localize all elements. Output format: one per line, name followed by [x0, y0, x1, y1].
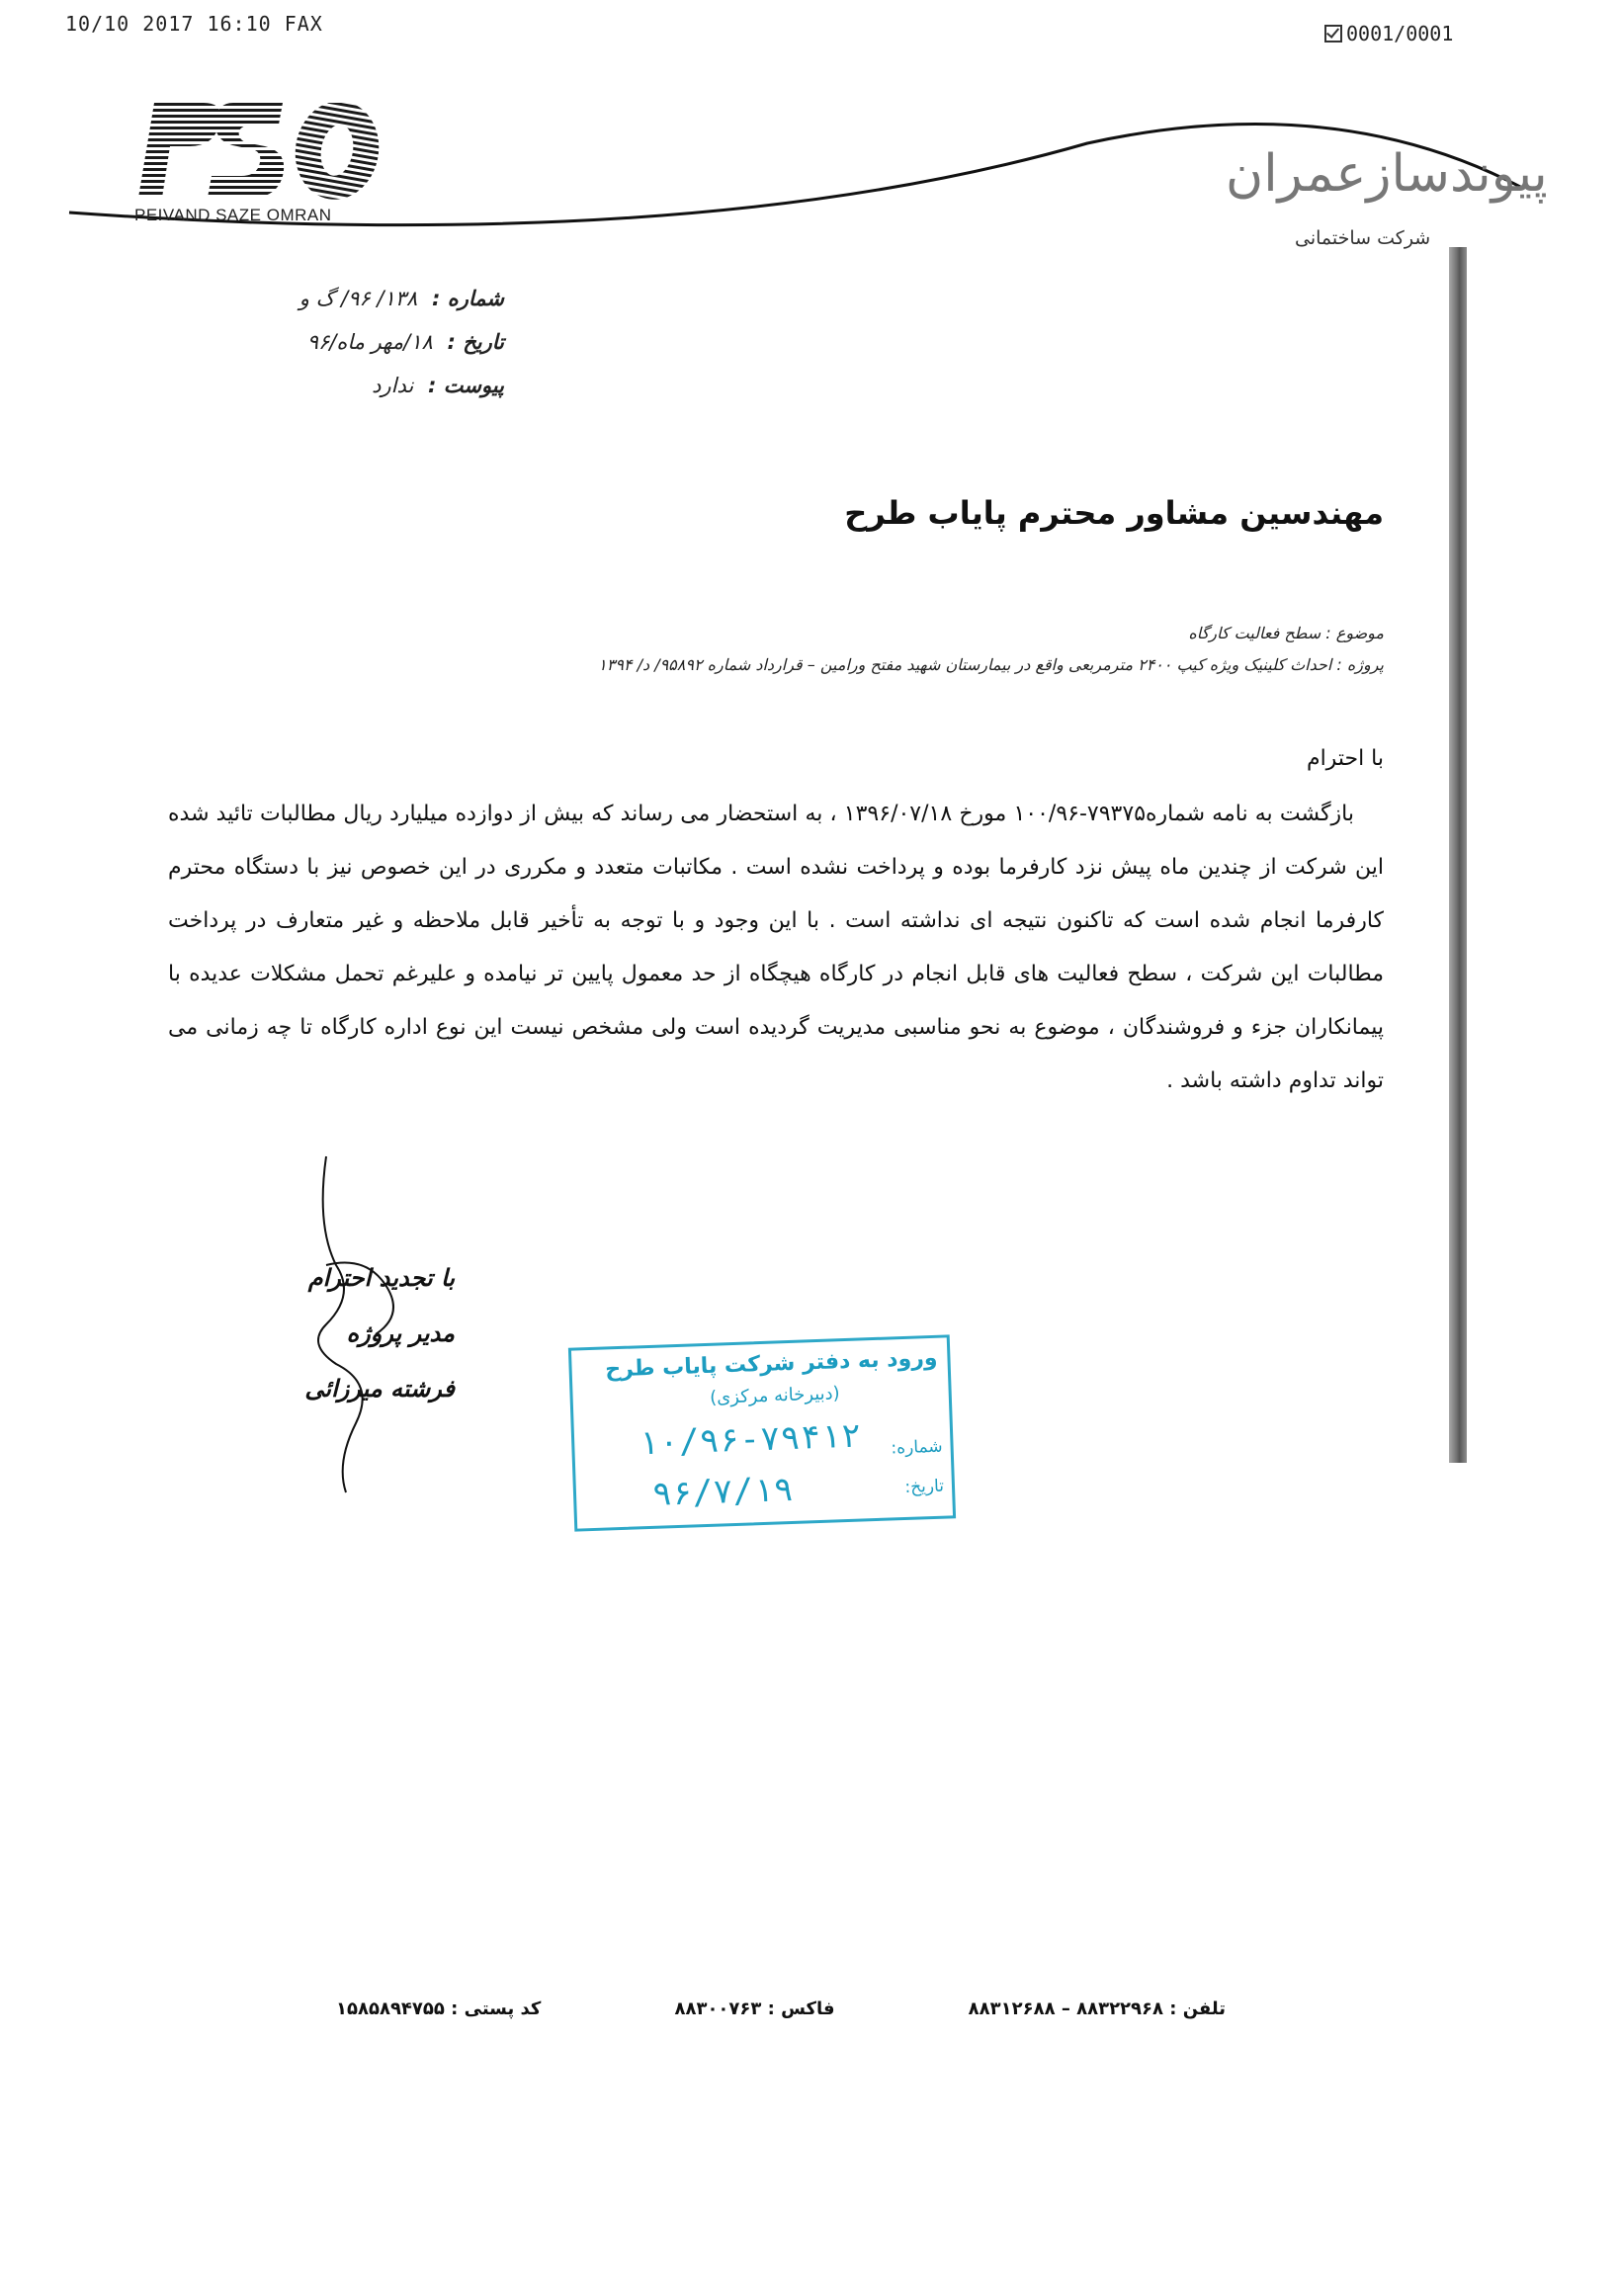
- stamp-date-label: تاریخ:: [904, 1476, 945, 1497]
- company-name-fa: پیوندسازعمران: [1226, 144, 1548, 204]
- fax-page-count: [1324, 22, 1453, 45]
- letter-date-value: ۱۸/مهر ماه/۹۶: [306, 330, 433, 354]
- salutation: با احترام: [1306, 746, 1384, 771]
- stamp-number-label: شماره:: [891, 1436, 943, 1459]
- receipt-stamp: [568, 1334, 956, 1531]
- letter-number-label: شماره :: [432, 287, 504, 310]
- stamp-title: ورود به دفتر شرکت پایاب طرح: [604, 1345, 938, 1383]
- company-type-fa: شرکت ساختمانی: [1295, 227, 1431, 249]
- checkbox-icon: [1324, 25, 1342, 43]
- company-logo-icon: [134, 103, 391, 221]
- closing-signer: فرشته میرزائی: [304, 1374, 455, 1403]
- footer-phone: تلفن : ۸۸۳۲۲۹۶۸ – ۸۸۳۱۲۶۸۸: [968, 1998, 1226, 2019]
- subject-block: [435, 618, 1384, 681]
- fax-timestamp: 10/10 2017 16:10 FAX: [65, 12, 323, 36]
- letter-date-label: تاریخ :: [447, 330, 504, 354]
- company-name-en: PEIVAND SAZE OMRAN: [134, 206, 332, 224]
- letter-number-value: ۱۳۸/ ۹۶/ گ و: [298, 287, 418, 310]
- letter-attachment-row: [237, 364, 504, 407]
- footer-postal-code: کد پستی : ۱۵۸۵۸۹۴۷۵۵: [336, 1998, 542, 2019]
- closing-block: [237, 1250, 455, 1416]
- letter-meta: [237, 277, 504, 407]
- recipient: مهندسین مشاور محترم پایاب طرح: [844, 494, 1384, 532]
- letter-footer: [336, 1998, 1226, 2028]
- letter-attachment-value: ندارد: [372, 374, 414, 397]
- stamp-date-value: ۹۶/۷/۱۹: [651, 1469, 795, 1514]
- footer-fax: فاکس : ۸۸۳۰۰۷۶۳: [674, 1998, 835, 2019]
- letter-number-row: [237, 277, 504, 320]
- subject-project: پروژه : احداث کلینیک ویژه کیپ ۲۴۰۰ مترمربعی واقع در بیمارستان شهید مفتح ورامین – قرارداد شماره ۹۵۸۹۲/ د/ ۱۳۹۴: [598, 655, 1384, 674]
- stamp-subtitle: (دبیرخانه مرکزی): [709, 1383, 841, 1408]
- fax-page-count-text: 0001/0001: [1346, 22, 1454, 45]
- letter-attachment-label: پیوست :: [428, 374, 504, 397]
- closing-regards: با تجدید احترام: [307, 1263, 455, 1292]
- stamp-number-value: ۱۰/۹۶-۷۹۴۱۲: [638, 1415, 862, 1464]
- subject-topic: موضوع : سطح فعالیت کارگاه: [1188, 624, 1384, 642]
- letter-body-paragraph: بازگشت به نامه شماره۷۹۳۷۵-۱۰۰/۹۶ مورخ ۱۳۹۶/۰۷/۱۸ ، به استحضار می رساند که بیش از دوازده میلیارد ریال مطالبات تائید شده این شرکت از چندین ماه پیش نزد کارفرما بوده و پرداخت نشده است . مکاتبات متعدد و مکرری در این خصوص نیز با دستگاه محترم کارفرما انجام شده است که تاکنون نتیجه ای نداشته است . با این وجود و با توجه به تأخیر قابل ملاحظه و غیر متعارف در پرداخت مطالبات این شرکت ، سطح فعالیت های قابل انجام در کارگاه هیچگاه از حد معمول پایین تر نیامده و علیرغم تحمل مشکلات عدیده با پیمانکاران جزء و فروشندگان ، موضوع به نحو مناسبی مدیریت گردیده است ولی مشخص نیست این نوع اداره کارگاه تا چه زمانی می تواند تداوم داشته باشد .: [168, 802, 1384, 1093]
- closing-title: مدیر پروژه: [346, 1318, 455, 1347]
- letter-body: [168, 788, 1384, 1108]
- letter-date-row: [237, 320, 504, 364]
- scan-edge-shadow: [1449, 247, 1467, 1463]
